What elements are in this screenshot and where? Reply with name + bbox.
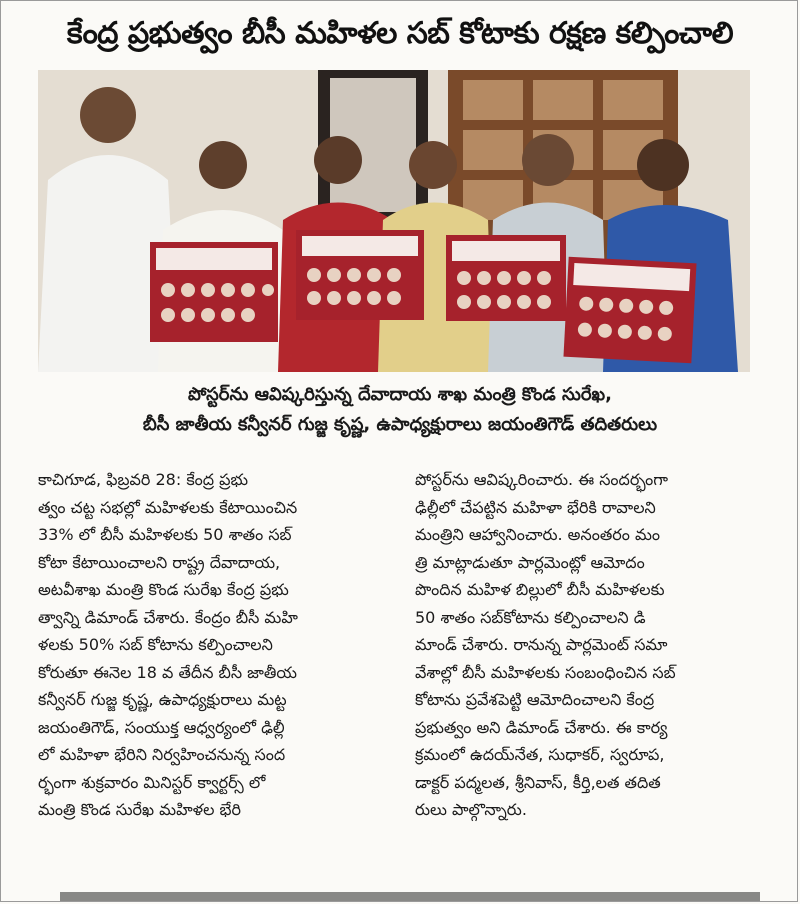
poster-3 (446, 235, 566, 321)
clipping-bottom-cut (20, 887, 780, 901)
group-photo (38, 70, 750, 372)
headline: కేంద్ర ప్రభుత్వం బీసీ మహిళల సబ్ కోటాకు రక్షణ కల్పించాలి (66, 16, 734, 51)
poster-2 (296, 230, 424, 320)
poster-4 (563, 257, 696, 364)
caption-line-2: బీసీ జాతీయ కన్వీనర్ గుజ్జ కృష్ణ, ఉపాధ్యక్షురాలు జయంతిగౌడ్ తదితరులు (142, 414, 658, 435)
article-left-column: కాచిగూడ, ఫిబ్రవరి 28: కేంద్ర ప్రభు త్వం చట్ట సభల్లో మహిళలకు కేటాయించిన 33% లో బీసీ మహిళలకు 50 శాతం సబ్ కోటా కేటాయించాలని రాష్ట్ర దేవాదాయ, అటవీశాఖ మంత్రి కొండ సురేఖ కేంద్ర ప్రభు త్వాన్ని డిమాండ్ చేశారు. కేంద్రం బీసీ మహి ళలకు 50% సబ్ కోటాను కల్పించాలని కోరుతూ ఈనెల 18 వ తేదీన బీసీ జాతీయ కన్వీనర్ గుజ్జ కృష్ణ, ఉపాధ్యక్షురాలు మట్ట జయంతిగౌడ్, సంయుక్త ఆధ్వర్యంలో ఢిల్లీ లో మహిళా భేరిని నిర్వహించనున్న సంద ర్భంగా శుక్రవారం మినిస్టర్ క్వార్టర్స్ లో మంత్రి కొండ సురేఖ మహిళల భేరి (38, 470, 298, 819)
poster-1 (150, 242, 278, 342)
article-right-column: పోస్టర్‌ను ఆవిష్కరించారు. ఈ సందర్భంగా ఢిల్లీలో చేపట్టిన మహిళా భేరికి రావాలని మంత్రిని ఆహ్వానించారు. అనంతరం మం త్రి మాట్లాడుతూ పార్లమెంట్లో ఆమోదం పొందిన మహిళ బిల్లులో బీసీ మహిళలకు 50 శాతం సబ్‌కోటాను కల్పించాలని డి మాండ్ చేశారు. రానున్న పార్లమెంట్ సమా వేశాల్లో బీసీ మహిళలకు సంబంధించిన సబ్ కోటాను ప్రవేశపెట్టి ఆమోదించాలని కేంద్ర ప్రభుత్వం అని డిమాండ్ చేశారు. ఈ కార్య క్రమంలో ఉదయ్‌నేత, సుధాకర్, స్వరూప, డాక్టర్ పద్మలత, శ్రీనివాస్, కీర్తి,లత తదిత రులు పాల్గొన్నారు. (415, 470, 676, 819)
photo-caption (60, 380, 740, 440)
caption-line-1: పోస్టర్‌ను ఆవిష్కరిస్తున్న దేవాదాయ శాఖ మంత్రి కొండ సురేఖ, (188, 384, 612, 405)
photo-illustration (38, 70, 750, 372)
